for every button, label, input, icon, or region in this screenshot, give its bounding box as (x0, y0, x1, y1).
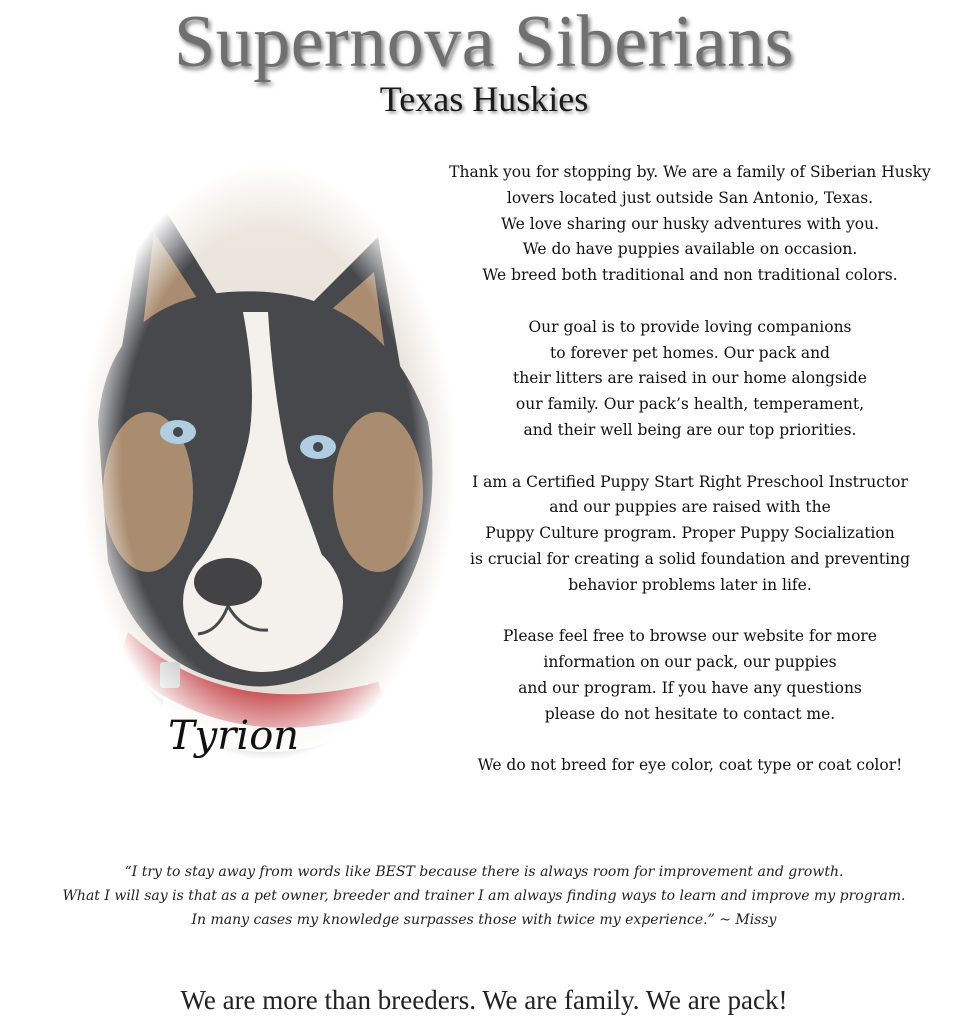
intro-line: and our puppies are raised with the (549, 498, 831, 517)
intro-line: and their well being are our top priorities. (523, 420, 857, 439)
dog-name-caption: Tyrion (168, 713, 300, 759)
intro-line: Puppy Culture program. Proper Puppy Socialization (485, 524, 895, 543)
site-subtitle: Texas Huskies (379, 79, 589, 119)
intro-line: information on our pack, our puppies (543, 653, 837, 672)
intro-line: We breed both traditional and non traditional colors. (482, 266, 898, 285)
husky-portrait-icon (78, 162, 458, 772)
intro-paragraph-goal (425, 315, 955, 444)
intro-line: and our program. If you have any questions (518, 678, 862, 697)
tagline: We are more than breeders. We are family. We are pack! (180, 985, 788, 1015)
intro-line: Our goal is to provide loving companions (528, 317, 852, 336)
intro-line: Please feel free to browse our website for more (503, 627, 877, 646)
intro-text (425, 160, 955, 779)
intro-line: We do not breed for eye color, coat type or coat color! (477, 756, 903, 775)
intro-line: their litters are raised in our home alongside (513, 369, 867, 388)
quote-line: In many cases my knowledge surpasses those with twice my experience.” ~ Missy (191, 912, 777, 928)
quote-line: “I try to stay away from words like BEST because there is always room for improvement and growth. (124, 864, 844, 880)
intro-line: I am a Certified Puppy Start Right Preschool Instructor (472, 472, 908, 491)
intro-line: our family. Our pack’s health, temperament, (515, 395, 865, 414)
intro-line: lovers located just outside San Antonio, Texas. (506, 188, 874, 207)
site-title: Supernova Siberians (174, 1, 794, 83)
intro-line: We do have puppies available on occasion. (522, 240, 858, 259)
dog-portrait (78, 162, 458, 776)
intro-paragraph-welcome (425, 160, 955, 289)
intro-line: behavior problems later in life. (568, 575, 812, 594)
quote-line: What I will say is that as a pet owner, breeder and trainer I am always finding ways to learn and improve my program. (62, 888, 906, 904)
owner-quote (0, 860, 968, 932)
intro-paragraph-disclaimer (425, 753, 955, 779)
intro-paragraph-certification (425, 470, 955, 599)
intro-line: Thank you for stopping by. We are a family of Siberian Husky (449, 163, 931, 181)
intro-line: please do not hesitate to contact me. (544, 704, 836, 723)
intro-line: to forever pet homes. Our pack and (550, 343, 830, 362)
intro-line: We love sharing our husky adventures with you. (500, 214, 880, 233)
intro-line: is crucial for creating a solid foundation and preventing (469, 549, 911, 568)
intro-paragraph-browse (425, 624, 955, 727)
